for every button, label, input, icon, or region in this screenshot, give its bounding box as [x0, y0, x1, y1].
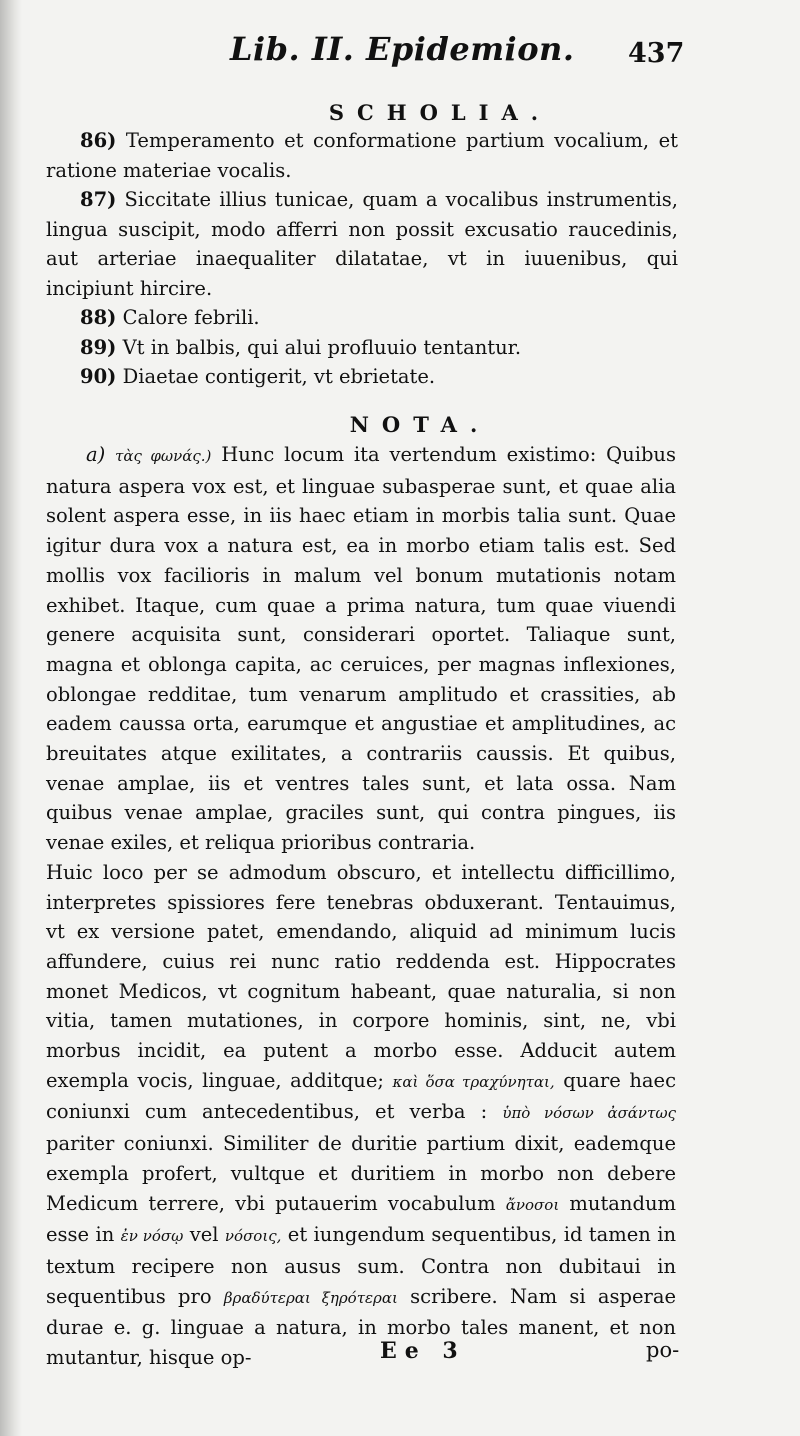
greek-phrase: βραδύτεραι ξηρότεραι	[223, 1288, 398, 1307]
scholia-item	[46, 333, 678, 363]
page-footer	[0, 1338, 800, 1378]
nota-text: quare haec coniunxi cum antecedentibus, et verba :	[46, 1068, 677, 1124]
nota-body	[46, 440, 676, 1373]
scholia-item	[46, 303, 678, 333]
greek-phrase: καὶ ὅσα τραχύνηται,	[392, 1072, 555, 1091]
scholia-number: 86)	[80, 129, 117, 152]
nota-text: mutandum esse in	[46, 1191, 676, 1247]
scholia-item	[46, 185, 678, 303]
scholia-text: Temperamento et conformatione partium vocalium, et ratione materiae vocalis.	[46, 129, 679, 182]
page-number: 437	[628, 38, 685, 69]
nota-text: vel	[189, 1223, 219, 1247]
nota-label: a)	[86, 443, 106, 466]
nota-paragraph-1	[46, 440, 676, 858]
greek-phrase: ὑπὸ νόσων ἀσάντως	[502, 1104, 676, 1123]
catchword: po-	[646, 1338, 680, 1362]
scholia-number: 90)	[80, 365, 117, 388]
scholia-number: 87)	[80, 188, 117, 211]
page-header	[0, 30, 800, 80]
scholia-text: Siccitate illius tunicae, quam a vocalibus instrumentis, lingua suscipit, modo afferri non possit excusatio raucedinis, aut arteriae inaequaliter dilatatae, vt in iuuenibus, qui incipiunt hircire.	[46, 188, 679, 300]
nota-text: et iungendum sequentibus, id tamen in textum recipere non ausus sum. Contra non dubitaui in sequentibus pro	[46, 1223, 677, 1308]
scholia-number: 88)	[80, 306, 117, 329]
scholia-list	[46, 126, 678, 392]
nota-heading: NOTA.	[349, 412, 491, 437]
scholia-item	[46, 126, 678, 185]
scholia-text: Vt in balbis, qui alui profluuio tentantur.	[122, 335, 522, 359]
printer-signature: Ee 3	[380, 1338, 466, 1364]
page-gutter-shadow	[0, 0, 22, 1436]
running-title: Lib. II. Epidemion.	[230, 30, 575, 68]
nota-text: pariter coniunxi. Similiter de duritie partium dixit, eademque exempla profert, vultque et duritiem in morbo non debere Medicum terrere, vbi putauerim vocabulum	[46, 1132, 676, 1215]
nota-text: Huic loco per se admodum obscuro, et intellectu difficillimo, interpretes spissiores fere tenebras obduxerant. Tentauimus, vt ex versione patet, emendando, aliquid ad minimum lucis affundere, cuius rei nunc ratio reddenda est. Hippocrates monet Medicos, vt cognitum habeant, quae naturalia, si non vitia, tamen mutationes, in corpore hominis, sint, ne, vbi morbus incidit, ea putent a morbo esse. Adducit autem exempla vocis, linguae, additque;	[46, 860, 676, 1092]
nota-paragraph-2	[46, 858, 676, 1373]
scholia-heading: SCHOLIA.	[328, 100, 552, 125]
scholia-text: Calore febrili.	[122, 306, 260, 329]
greek-lemma: τὰς φωνάς.)	[115, 447, 212, 465]
greek-phrase: ἐν νόσῳ	[120, 1227, 184, 1246]
scholia-number: 89)	[80, 335, 117, 359]
scholia-item	[46, 362, 678, 392]
nota-text: scribere. Nam si asperae durae e. g. linguae a natura, in morbo tales manent, et non mutantur, hisque op-	[46, 1284, 676, 1370]
greek-phrase: ἄνοσοι	[505, 1195, 560, 1214]
greek-phrase: νόσοις,	[224, 1227, 282, 1246]
nota-text: Hunc locum ita vertendum existimo: Quibus natura aspera vox est, et linguae subasperae sunt, et quae alia solent aspera esse, in iis haec etiam in morbis talia sunt. Quae igitur dura vox a natura est, ea in morbo etiam talis est. Sed mollis vox facilioris in malum vel bonum mutationis notam exhibet. Itaque, cum quae a prima natura, tum quae viuendi genere acquisita sunt, considerari oportet. Taliaque sunt, magna et oblonga capita, ac ceruices, per magnas inflexiones, oblongae redditae, tum venarum amplitudo et crassities, ab eadem caussa orta, earumque et angustiae et amplitudines, ac breuitates atque exilitates, a contrariis caussis. Et quibus, venae amplae, iis et ventres tales sunt, et lata ossa. Nam quibus venae amplae, graciles sunt, qui contra pingues, iis venae exiles, et reliqua prioribus contraria.	[46, 443, 677, 855]
scholia-text: Diaetae contigerit, vt ebrietate.	[122, 365, 436, 388]
